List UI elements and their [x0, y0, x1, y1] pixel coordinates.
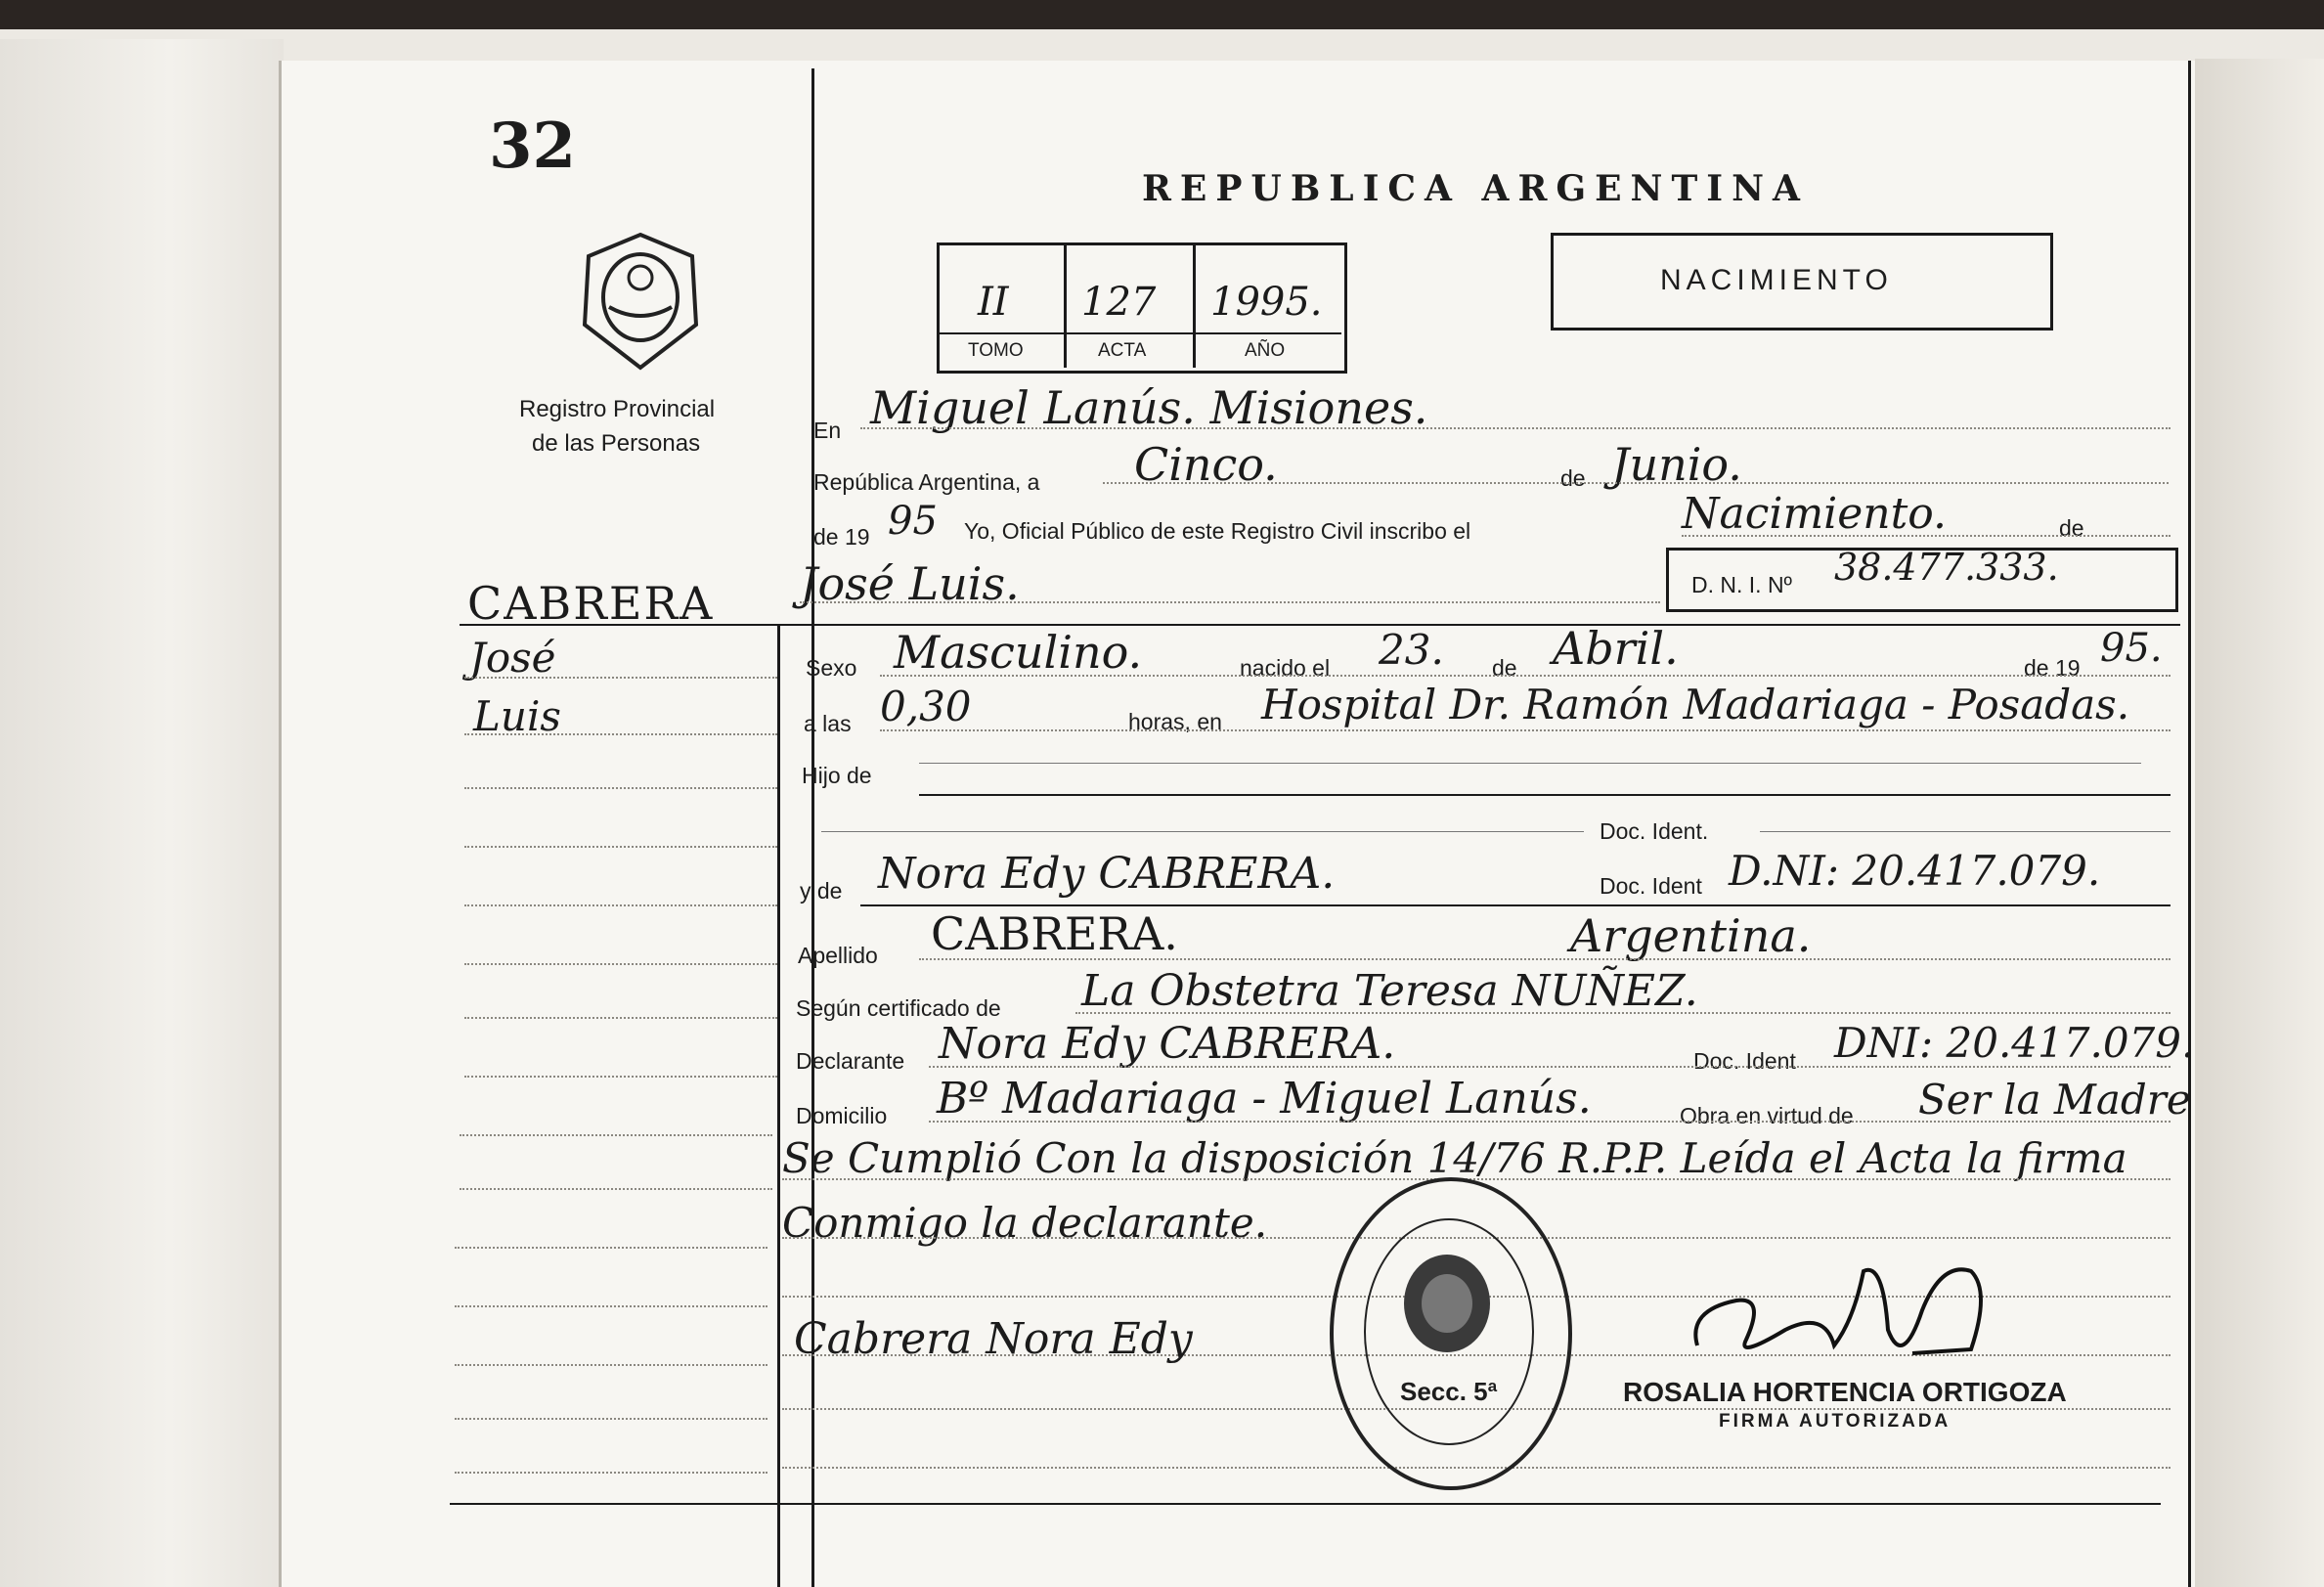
label-republica: República Argentina, a [813, 469, 1040, 495]
declarant-signature: Cabrera Nora Edy [794, 1314, 1193, 1364]
registry-line2: de las Personas [532, 430, 701, 457]
label-horas: horas, en [1128, 709, 1222, 734]
page-number: 32 [489, 110, 577, 183]
value-certificado: La Obstetra Teresa NUÑEZ. [1081, 966, 1698, 1016]
value-dia-nac: 23. [1379, 626, 1444, 674]
anio-label: AÑO [1245, 340, 1286, 361]
sidebar-rule [464, 904, 777, 906]
sidebar-rule [464, 1076, 777, 1078]
label-dni: D. N. I. Nº [1691, 572, 1792, 597]
column-divider-lower [777, 626, 780, 1587]
label-nacido: nacido el [1240, 655, 1331, 681]
tomo-label: TOMO [968, 340, 1024, 361]
label-declarante: Declarante [796, 1048, 905, 1074]
sidebar-rule [464, 1017, 777, 1019]
sidebar-rule [460, 1134, 772, 1136]
label-yde: y de [800, 878, 843, 904]
record-type: NACIMIENTO [1660, 264, 1893, 296]
value-mes: Junio. [1611, 438, 1742, 491]
sidebar-rule [455, 1364, 767, 1366]
label-de-mes: de [1492, 655, 1517, 681]
book-binding [0, 39, 284, 1587]
value-dni: 38.477.333. [1834, 546, 2059, 589]
sidebar-rule [464, 846, 777, 848]
label-yo: Yo, Oficial Público de este Registro Civil inscribo el [964, 518, 1471, 544]
box-divider [1064, 242, 1067, 368]
form-rule [1103, 482, 2169, 484]
sidebar-rule [455, 1418, 767, 1420]
acta-value: 127 [1081, 280, 1157, 325]
sidebar-rule [455, 1247, 767, 1249]
value-lugar-nac: Hospital Dr. Ramón Madariaga - Posadas. [1261, 681, 2130, 728]
label-docident3: Doc. Ident [1693, 1048, 1796, 1074]
value-obra: Ser la Madre [1918, 1076, 2191, 1124]
seal-emblem-icon [1398, 1250, 1496, 1357]
form-rule [800, 601, 1660, 603]
form-rule [919, 958, 2171, 960]
value-anio: 95 [888, 499, 938, 544]
form-rule [929, 1066, 2171, 1068]
label-segun: Según certificado de [796, 995, 1001, 1021]
value-declarante: Nora Edy CABRERA. [939, 1019, 1396, 1069]
label-de: de [1560, 465, 1586, 491]
value-acto: Nacimiento. [1682, 489, 1948, 539]
form-line [1760, 831, 2171, 832]
label-de-acto: de [2059, 515, 2084, 541]
value-anio-nac: 95. [2100, 626, 2163, 671]
label-obra: Obra en virtud de [1680, 1103, 1854, 1128]
coat-of-arms-icon [575, 227, 706, 375]
form-rule [1682, 535, 2171, 537]
label-alas: a las [804, 711, 852, 736]
form-line [821, 831, 1584, 832]
label-docident: Doc. Ident. [1600, 818, 1709, 844]
official-name: ROSALIA HORTENCIA ORTIGOZA [1623, 1377, 2067, 1407]
sidebar-rule [464, 963, 777, 965]
label-de19b: de 19 [2024, 655, 2081, 681]
form-rule [860, 427, 2171, 429]
sidebar-given1: José [469, 634, 556, 682]
value-madre-doc: D.NI: 20.417.079. [1729, 847, 2101, 895]
official-role: FIRMA AUTORIZADA [1719, 1411, 1951, 1432]
note-line2: Conmigo la declarante. [782, 1199, 1268, 1247]
box-rule [939, 332, 1341, 334]
box-divider [1193, 242, 1196, 368]
form-rule [929, 1121, 2171, 1123]
label-docident2: Doc. Ident [1600, 873, 1702, 899]
anio-value: 1995. [1210, 280, 1323, 325]
sidebar-rule [455, 1305, 767, 1307]
name-divider [460, 624, 2180, 626]
value-mes-nac: Abril. [1553, 622, 1679, 675]
form-rule [880, 675, 2171, 677]
sidebar-rule [464, 733, 777, 735]
value-nombre: José Luis. [800, 557, 1020, 610]
value-nacionalidad: Argentina. [1570, 909, 1812, 962]
right-border [2188, 61, 2191, 1587]
acta-label: ACTA [1098, 340, 1147, 361]
bottom-line [450, 1503, 2161, 1505]
form-line [860, 904, 2171, 906]
label-de19: de 19 [813, 524, 870, 550]
form-rule [1075, 1012, 2171, 1014]
tomo-value: II [978, 280, 1009, 325]
label-domicilio: Domicilio [796, 1103, 888, 1128]
seal-section: Secc. 5ª [1400, 1377, 1498, 1406]
sidebar-rule [460, 1188, 772, 1190]
label-en: En [813, 418, 842, 443]
value-dia: Cinco. [1134, 438, 1278, 491]
note-line1: Se Cumplió Con la disposición 14/76 R.P.P. Leída el Acta la firma [782, 1134, 2127, 1182]
form-line [919, 794, 2171, 796]
value-apellido: CABRERA. [931, 907, 1178, 960]
sidebar-rule [455, 1472, 767, 1474]
label-sexo: Sexo [806, 655, 857, 681]
country-title: REPUBLICA ARGENTINA [1142, 168, 1809, 209]
sidebar-given2: Luis [473, 692, 561, 740]
sidebar-surname: CABRERA [467, 577, 715, 630]
form-rule [880, 729, 2171, 731]
value-declarante-doc: DNI: 20.417.079. [1834, 1019, 2195, 1067]
sidebar-rule [464, 677, 777, 679]
value-sexo: Masculino. [894, 626, 1143, 679]
registry-line1: Registro Provincial [519, 396, 716, 422]
sidebar-rule [464, 787, 777, 789]
official-signature [1678, 1252, 1991, 1379]
value-madre: Nora Edy CABRERA. [878, 849, 1336, 899]
label-hijo: Hijo de [802, 763, 872, 788]
page-edge [2195, 59, 2324, 1587]
value-hora: 0,30 [880, 683, 972, 730]
value-lugar: Miguel Lanús. Misiones. [870, 381, 1428, 434]
form-line [919, 763, 2141, 764]
label-apellido: Apellido [798, 943, 878, 968]
value-domicilio: Bº Madariaga - Miguel Lanús. [937, 1074, 1592, 1124]
